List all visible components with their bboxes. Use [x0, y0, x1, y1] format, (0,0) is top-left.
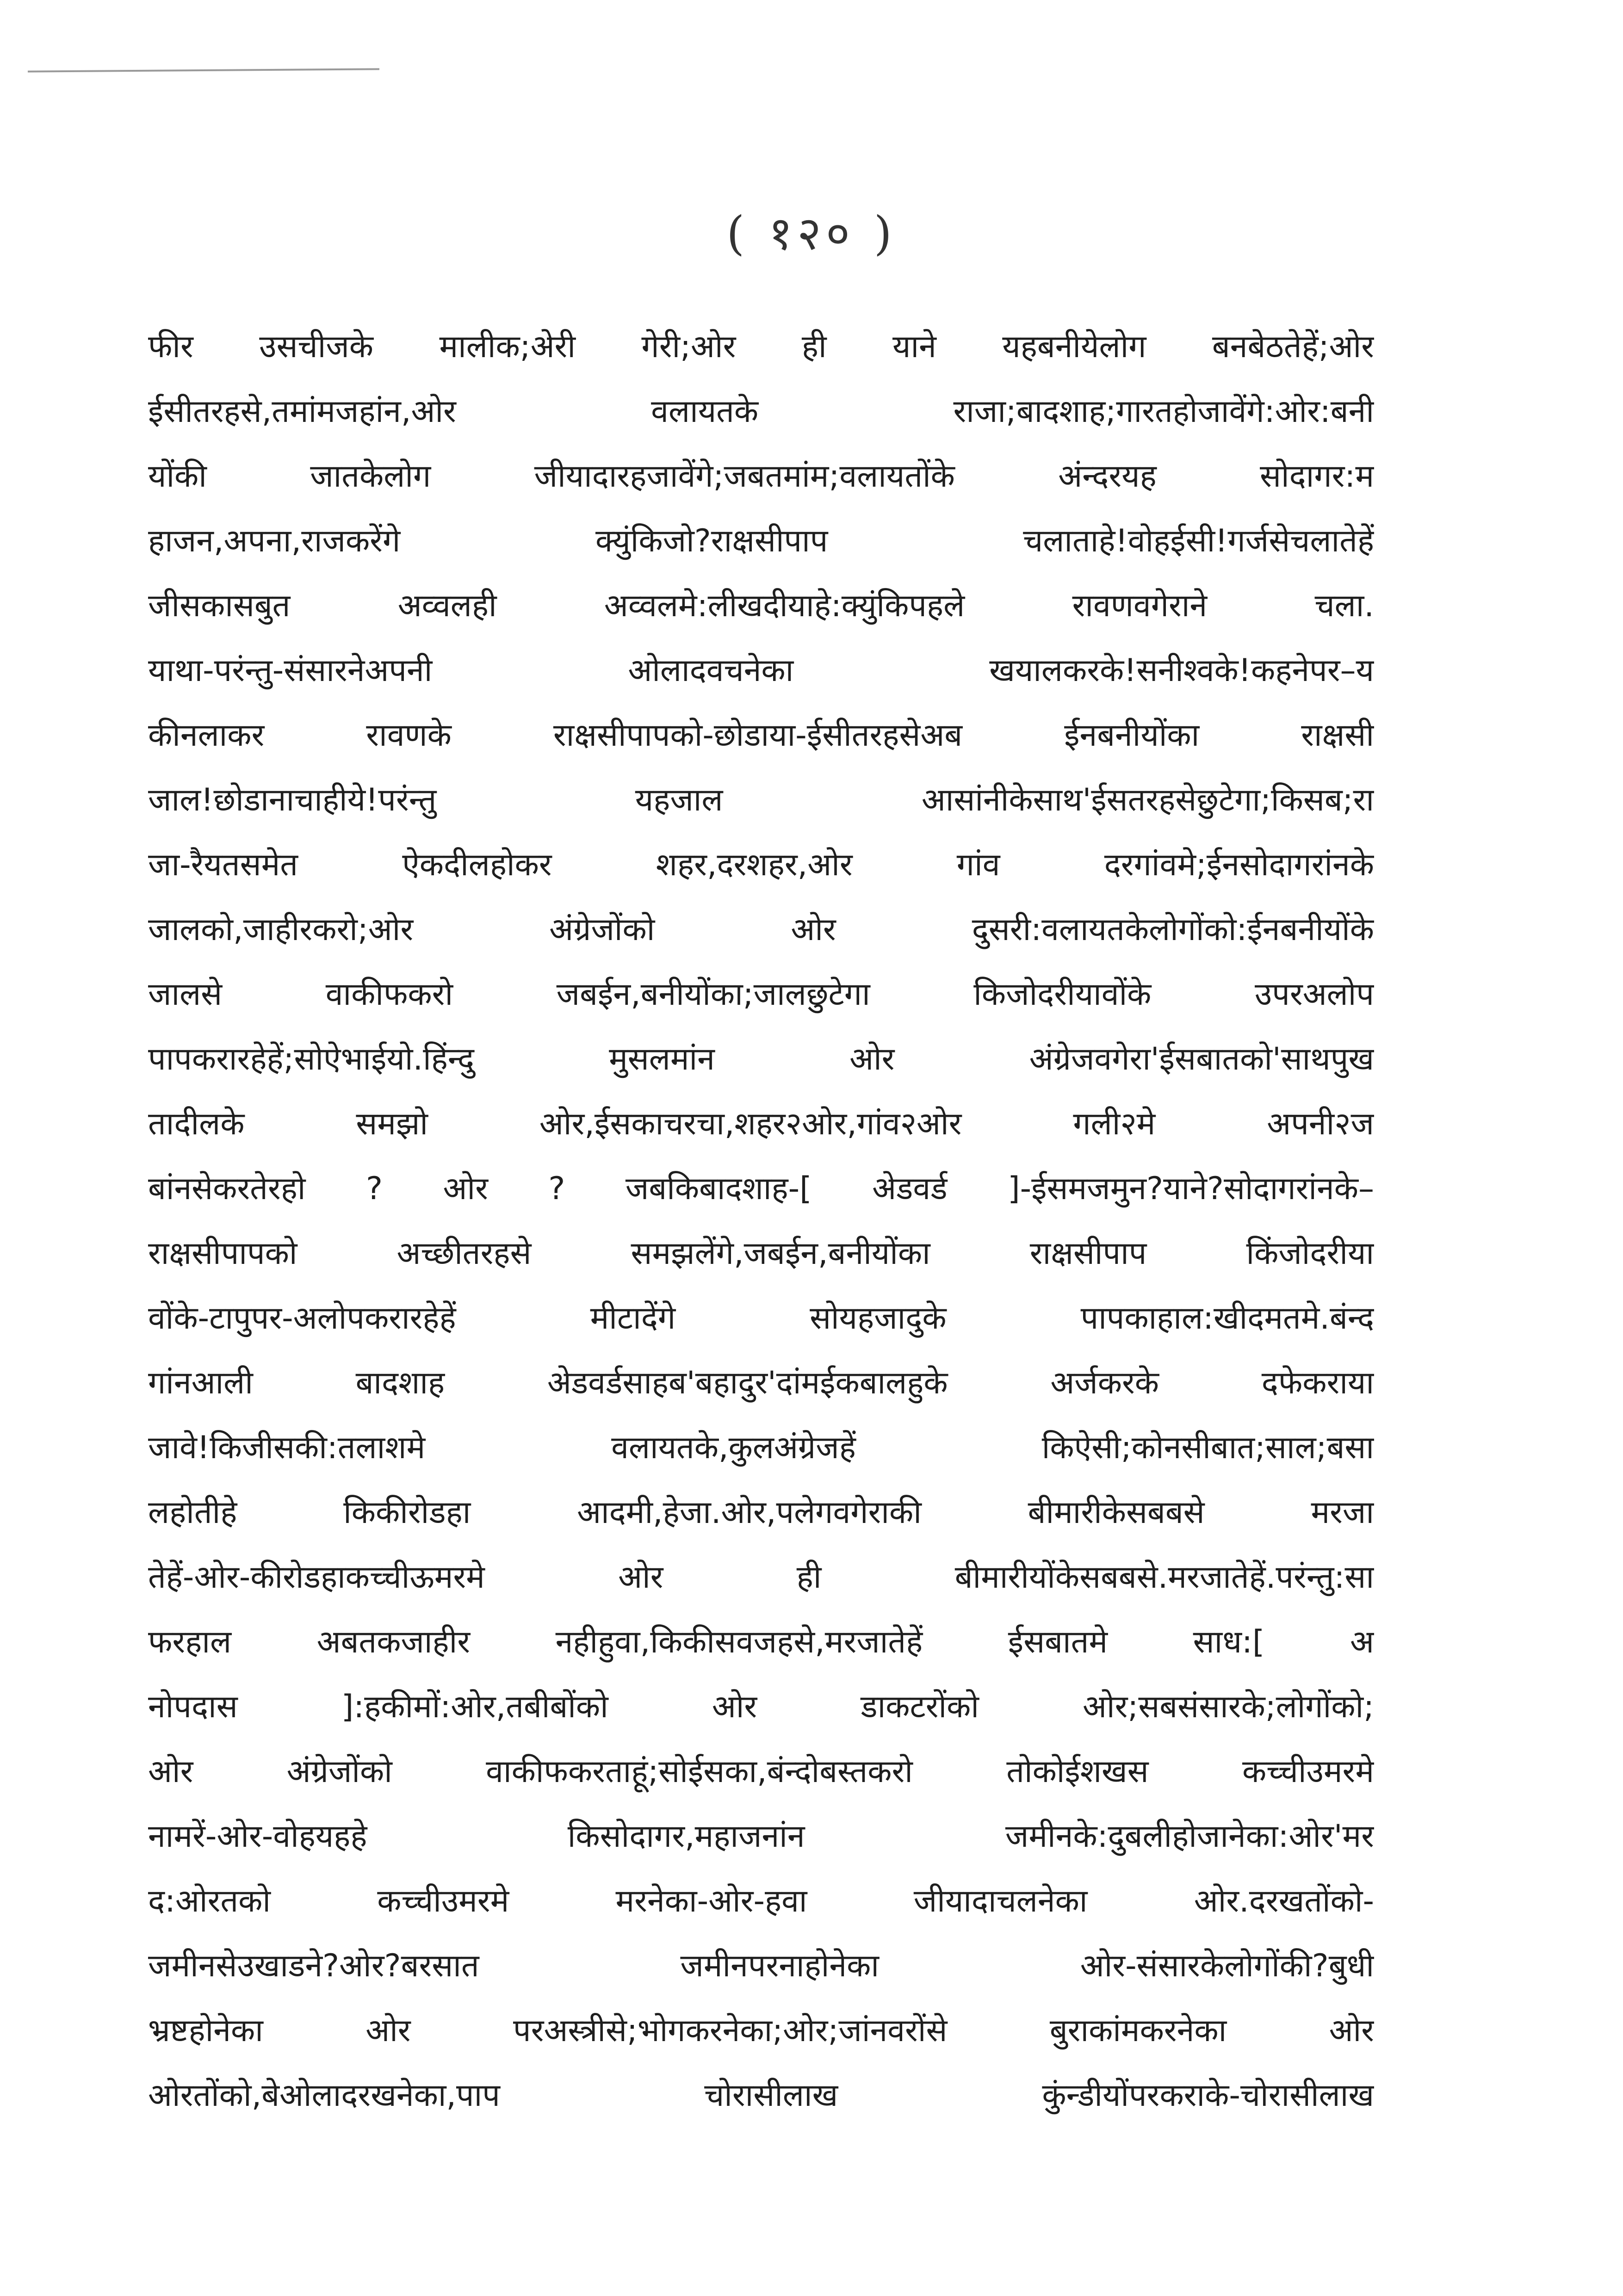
text-line: भ्रष्टहोनेका ओर परअस्त्रीसे;भोगकरनेका;ओर;जांनवरोंसे बुराकांमकरनेका ओर	[148, 2012, 1374, 2049]
text-line: जा-रैयतसमेत ऐकदीलहोकर शहर,दरशहर,ओर गांव दरगांवमे;ईनसोदागरांनके	[148, 847, 1374, 883]
text-line: ओर अंग्रेजोंको वाकीफकरताहूं;सोईसका,बंन्दोबस्तकरो तोकोईशखस कच्चीउमरमे	[148, 1753, 1374, 1790]
text-line: द:ओरतको कच्चीउमरमे मरनेका-ओर-हवा जीयादाचलनेका ओर.दरखतोंको-	[148, 1883, 1374, 1919]
text-line: योंकी जातकेलोग जीयादारहजावेंगे;जबतमांम;वलायतोंके अंन्दरयह सोदागर:म	[148, 458, 1374, 495]
text-line: हाजन,अपना,राजकरेंगे क्युंकिजो?राक्षसीपाप चलाताहे!वोहईसी!गर्जसेचलातेहें	[148, 523, 1374, 559]
text-line: जीसकासबुत अव्वलही अव्वलमे:लीखदीयाहे:क्युंकिपहले रावणवगेराने चला.	[148, 588, 1374, 624]
text-line: ओरतोंको,बेओलादरखनेका,पाप चोरासीलाख कुंन्डीयोंपरकराके-चोरासीलाख	[148, 2077, 1374, 2114]
text-line: जाल!छोडानाचाहीये!परंन्तु यहजाल आसांनीकेसाथ'ईसतरहसेछुटेगा;किसब;रा	[148, 782, 1374, 818]
body-text	[148, 315, 1374, 2128]
text-line: तादीलके समझो ओर,ईसकाचरचा,शहर२ओर,गांव२ओर गली२मे अपनी२ज	[148, 1106, 1374, 1142]
text-line: राक्षसीपापको अच्छीतरहसे समझलेंगे,जबईन,बनीयोंका राक्षसीपाप किंजोदरीया	[148, 1235, 1374, 1272]
text-line: जावे!किजीसकी:तलाशमे वलायतके,कुलअंग्रेजहें किऐसी;कोनसीबात;साल;बसा	[148, 1430, 1374, 1466]
top-rule	[28, 68, 379, 72]
text-line: जमीनसेउखाडने?ओर?बरसात जमीनपरनाहोनेका ओर-संसारकेलोगोंकी?बुधी	[148, 1948, 1374, 1984]
page-number: ( १२० )	[726, 206, 897, 260]
text-line: वोंके-टापुपर-अलोपकरारहेहें मीटादेंगे सोयहजादुके पापकाहाल:खीदमतमे.बंन्द	[148, 1300, 1374, 1337]
text-line: गांनआली बादशाह अेडवर्डसाहब'बहादुर'दांमईकबालहुके अर्जकरके दफेकराया	[148, 1365, 1374, 1401]
text-line: याथा-परंन्तु-संसारनेअपनी ओलादवचनेका खयालकरके!सनीश्वके!कहनेपर–य	[148, 652, 1374, 689]
text-line: पापकरारहेहें;सोऐभाईयो.हिंन्दु मुसलमांन ओर अंग्रेजवगेरा'ईसबातको'साथपुख	[148, 1041, 1374, 1077]
text-line: ईसीतरहसे,तमांमजहांन,ओर वलायतके राजा;बादशाह;गारतहोजावेंगे:ओर:बनी	[148, 393, 1374, 430]
text-line: नामरें-ओर-वोहयहहे किसोदागर,महाजनांन जमीनके:दुबलीहोजानेका:ओर'मर	[148, 1818, 1374, 1855]
text-line: बांनसेकरतेरहो ? ओर ? जबकिबादशाह-[ अेडवर्ड ]-ईसमजमुन?याने?सोदागरांनके–	[148, 1170, 1374, 1207]
text-line: जालसे वाकीफकरो जबईन,बनीयोंका;जालछुटेगा किजोदरीयावोंके उपरअलोप	[148, 976, 1374, 1013]
text-line: जालको,जाहीरकरो;ओर अंग्रेजोंको ओर दुसरी:वलायतकेलोगोंको:ईनबनीयोंके	[148, 911, 1374, 948]
text-line: फरहाल अबतकजाहीर नहीहुवा,किकीसवजहसे,मरजातेहें ईसबातमे साध:[ अ	[148, 1624, 1374, 1660]
text-line: तेहें-ओर-कीरोडहाकच्चीऊमरमे ओर ही बीमारीयोंकेसबबसे.मरजातेहें.परंन्तु:सा	[148, 1559, 1374, 1596]
text-line: नोपदास ]:हकीमों:ओर,तबीबोंको ओर डाकटरोंको ओर;सबसंसारके;लोगोंको;	[148, 1689, 1374, 1725]
text-line: फीर उसचीजके मालीक;अेरी गेरी;ओर ही याने यहबनीयेलोग बनबेठतेहें;ओर	[148, 328, 1374, 365]
text-line: कीनलाकर रावणके राक्षसीपापको-छोडाया-ईसीतरहसेअब ईनबनीयोंका राक्षसी	[148, 717, 1374, 754]
text-line: लहोतीहे किकीरोडहा आदमी,हेजा.ओर,पलेगवगेराकी बीमारीकेसबबसे मरजा	[148, 1494, 1374, 1531]
